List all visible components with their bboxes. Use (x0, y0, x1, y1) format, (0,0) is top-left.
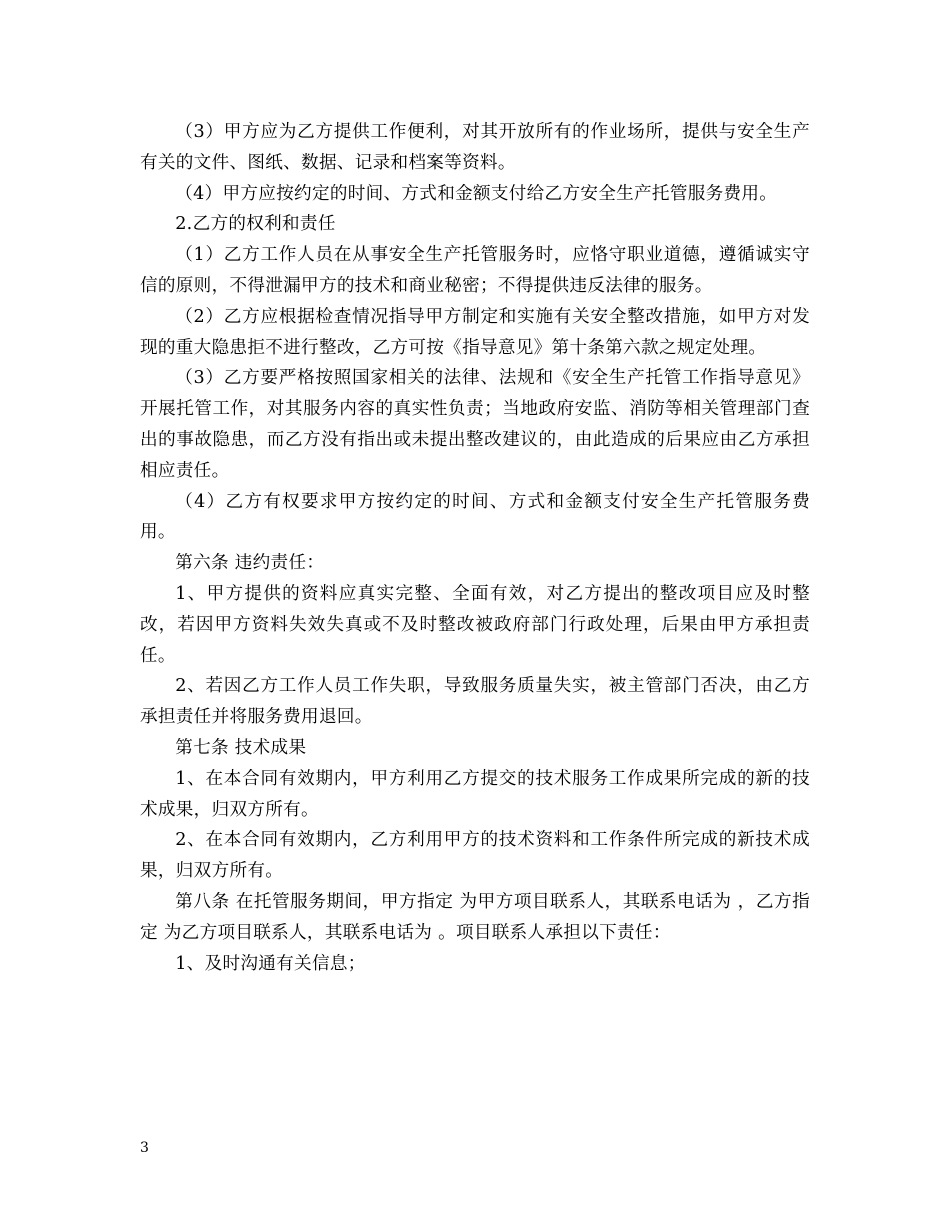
paragraph: （4）乙方有权要求甲方按约定的时间、方式和金额支付安全生产托管服务费用。 (140, 491, 810, 543)
section-heading: 2.乙方的权利和责任 (175, 214, 336, 235)
paragraph: 1、及时沟通有关信息； (175, 953, 366, 974)
paragraph: 2、在本合同有效期内，乙方利用甲方的技术资料和工作条件所完成的新技术成果，归双方所有。 (140, 830, 810, 882)
paragraph: 2、若因乙方工作人员工作失职，导致服务质量失实，被主管部门否决，由乙方承担责任并将服务费用退回。 (140, 676, 810, 728)
paragraph: （3）甲方应为乙方提供工作便利，对其开放所有的作业场所，提供与安全生产有关的文件、图纸、数据、记录和档案等资料。 (140, 122, 810, 173)
paragraph: （1）乙方工作人员在从事安全生产托管服务时，应恪守职业道德，遵循诚实守信的原则，不得泄漏甲方的技术和商业秘密；不得提供违反法律的服务。 (140, 245, 810, 296)
paragraph: （3）乙方要严格按照国家相关的法律、法规和《安全生产托管工作指导意见》开展托管工作，对其服务内容的真实性负责；当地政府安监、消防等相关管理部门查出的事故隐患，而乙方没有指出或未提出整改建议的，由此造成的后果应由乙方承担相应责任。 (140, 368, 810, 481)
article-heading: 第七条 技术成果 (175, 737, 307, 758)
paragraph: （4）甲方应按约定的时间、方式和金额支付给乙方安全生产托管服务费用。 (175, 183, 778, 204)
paragraph: 1、在本合同有效期内，甲方利用乙方提交的技术服务工作成果所完成的新的技术成果，归双方所有。 (140, 768, 810, 820)
paragraph: 1、甲方提供的资料应真实完整、全面有效，对乙方提出的整改项目应及时整改，若因甲方资料失效失真或不及时整改被政府部门行政处理，后果由甲方承担责任。 (140, 583, 810, 666)
document-body (140, 117, 810, 979)
paragraph: （2）乙方应根据检查情况指导甲方制定和实施有关安全整改措施，如甲方对发现的重大隐患拒不进行整改，乙方可按《指导意见》第十条第六款之规定处理。 (140, 306, 810, 358)
article-heading: 第六条 违约责任： (175, 553, 325, 574)
page-number: 3 (140, 1140, 149, 1156)
paragraph: 第八条 在托管服务期间，甲方指定 为甲方项目联系人，其联系电话为 ，乙方指定 为乙方项目联系人，其联系电话为 。项目联系人承担以下责任： (140, 891, 810, 943)
